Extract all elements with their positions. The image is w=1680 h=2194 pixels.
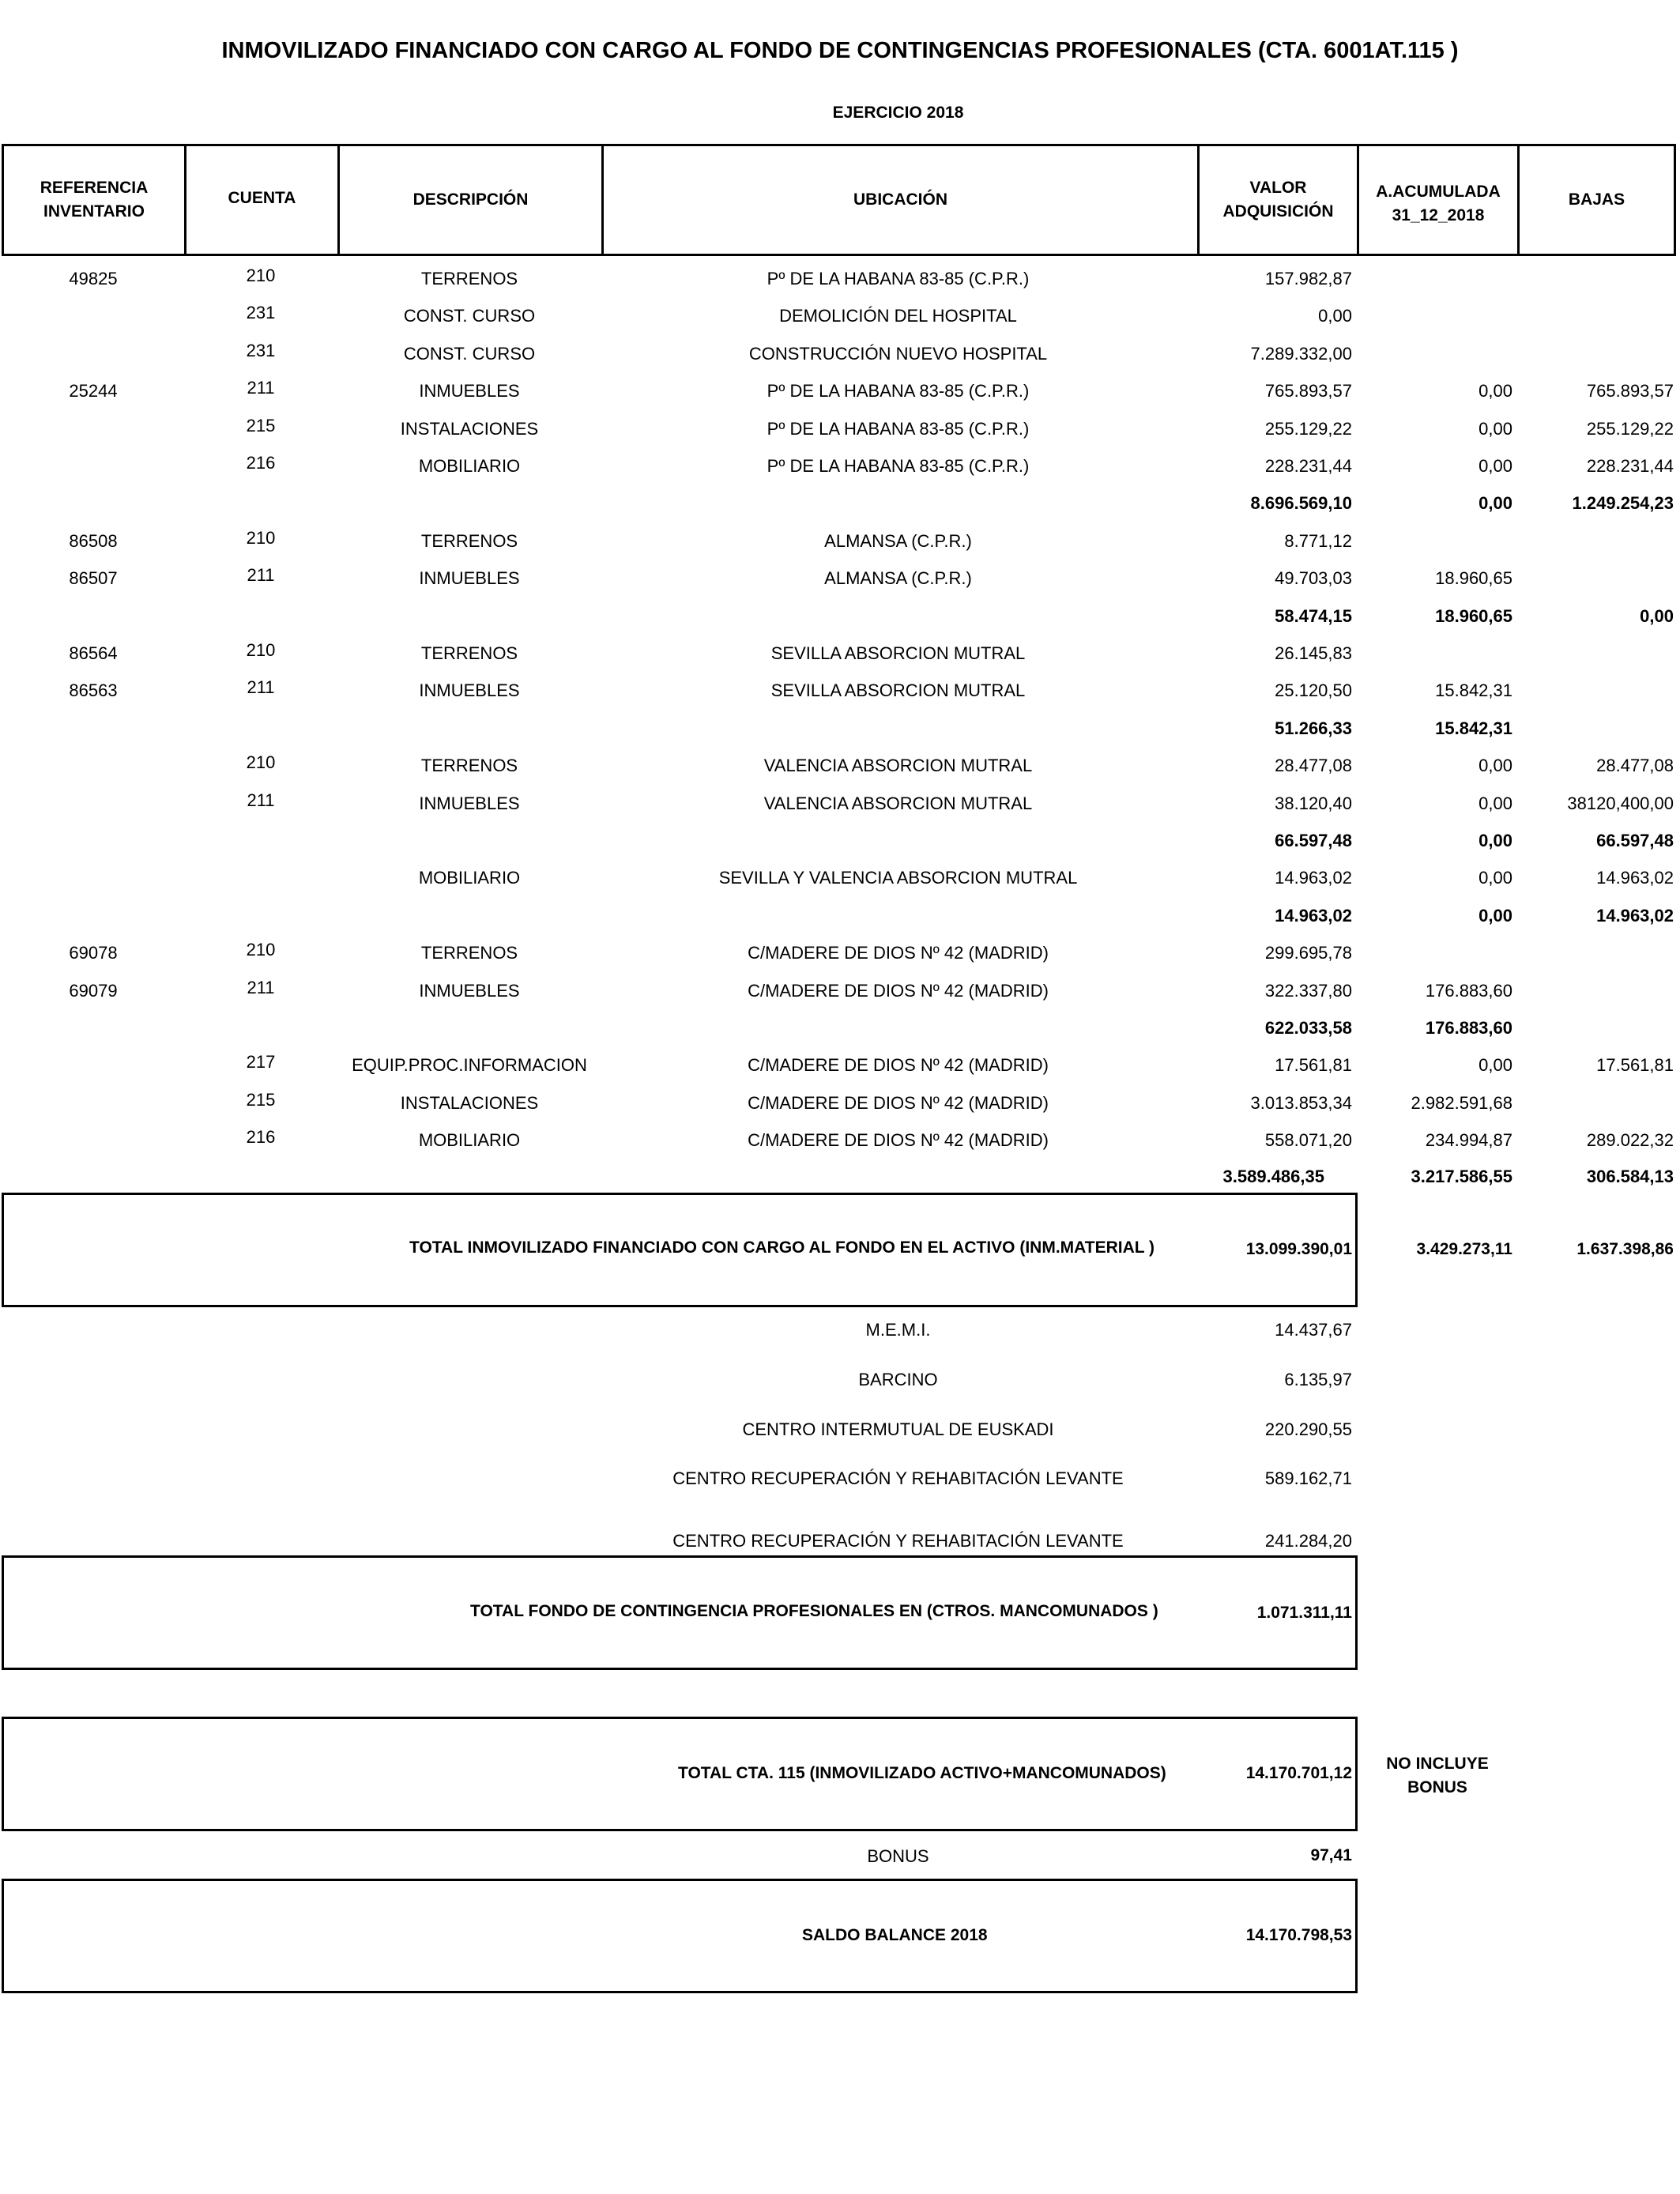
cell-ubicacion: ALMANSA (C.P.R.) [824,530,972,551]
cell-bajas: 14.963,02 [1596,868,1674,888]
cell-amortizacion-acumulada: 0,00 [1478,418,1512,439]
cell-valor-adquisicion: 322.337,80 [1264,980,1352,1001]
cell-ubicacion: Pº DE LA HABANA 83-85 (C.P.R.) [767,269,1030,288]
cell-amortizacion-acumulada: 0,00 [1478,493,1512,514]
cell-descripcion: MOBILIARIO [418,456,521,476]
cell-ubicacion: Pº DE LA HABANA 83-85 (C.P.R.) [767,381,1030,401]
saldo-balance-box [2,1879,1358,1993]
cell-bajas: 255.129,22 [1586,418,1674,439]
cell-descripcion: TERRENOS [420,530,518,551]
cell-amortizacion-acumulada: 15.842,31 [1435,680,1512,701]
cell-ubicacion: C/MADERE DE DIOS Nº 42 (MADRID) [748,943,1049,963]
table-row [0,786,1680,823]
mancomunado-label: BARCINO [858,1370,938,1389]
cell-ubicacion: DEMOLICIÓN DEL HOSPITAL [779,306,1017,326]
cell-ubicacion: ALMANSA (C.P.R.) [824,568,972,589]
cell-valor-adquisicion: 765.893,57 [1264,381,1352,401]
cell-cuenta: 211 [247,378,275,398]
cell-cuenta: 211 [247,677,275,698]
cell-bajas: 765.893,57 [1586,381,1674,401]
subtotal-row [0,711,1680,748]
mancomunado-label: CENTRO RECUPERACIÓN Y REHABITACIÓN LEVANTE [672,1531,1124,1551]
table-row [0,298,1680,335]
cell-referencia: 49825 [69,269,118,288]
bonus-valor: 97,41 [1310,1846,1352,1864]
cell-descripcion: TERRENOS [420,756,518,776]
cell-bajas: 66.597,48 [1596,831,1674,850]
cell-amortizacion-acumulada: 18.960,65 [1435,568,1512,589]
cell-ubicacion: CONSTRUCCIÓN NUEVO HOSPITAL [748,343,1048,364]
cell-descripcion: INMUEBLES [419,680,520,701]
cell-valor-adquisicion: 58.474,15 [1275,605,1352,626]
header-descripcion: DESCRIPCIÓN [340,146,604,254]
total-mancomunados-label: TOTAL FONDO DE CONTINGENCIA PROFESIONALES EN (CTROS. MANCOMUNADOS ) [470,1602,1158,1620]
cell-descripcion: TERRENOS [420,943,518,963]
cell-bajas: 38120,400,00 [1567,793,1674,813]
cell-bajas: 1.249.254,23 [1572,493,1674,514]
total-activo-valor: 13.099.390,01 [1245,1240,1352,1258]
cell-cuenta: 231 [246,303,276,323]
mancomunado-valor: 241.284,20 [1264,1531,1352,1551]
cell-descripcion: EQUIP.PROC.INFORMACION [352,1055,587,1076]
cell-amortizacion-acumulada: 0,00 [1478,1055,1512,1076]
cell-ubicacion: Pº DE LA HABANA 83-85 (C.P.R.) [767,418,1030,439]
cell-valor-adquisicion: 255.129,22 [1264,418,1352,439]
total-activo-bajas: 1.637.398,86 [1576,1240,1674,1258]
fiscal-year: EJERCICIO 2018 [832,104,964,122]
cell-referencia: 69078 [69,943,118,963]
saldo-balance-valor: 14.170.798,53 [1245,1926,1352,1944]
table-row [0,1085,1680,1122]
table-row [0,673,1680,710]
cell-ubicacion: SEVILLA ABSORCION MUTRAL [770,643,1026,663]
cell-descripcion: MOBILIARIO [418,868,521,888]
subtotal-row [0,1159,1680,1196]
cell-descripcion: INMUEBLES [419,980,520,1001]
table-row [0,523,1680,560]
cell-cuenta: 211 [247,565,275,586]
cell-referencia: 86563 [69,680,118,701]
cell-ubicacion: C/MADERE DE DIOS Nº 42 (MADRID) [748,1055,1049,1076]
saldo-balance-label: SALDO BALANCE 2018 [802,1926,988,1944]
cell-cuenta: 216 [246,453,276,473]
mancomunado-valor: 589.162,71 [1264,1468,1352,1488]
cell-cuenta: 231 [246,340,276,360]
cell-valor-adquisicion: 0,00 [1318,306,1352,326]
mancomunado-valor: 6.135,97 [1284,1370,1352,1389]
cell-valor-adquisicion: 558.071,20 [1264,1130,1352,1151]
header-referencia: REFERENCIA INVENTARIO [4,146,186,254]
table-row [0,411,1680,448]
cell-amortizacion-acumulada: 176.883,60 [1425,980,1512,1001]
cell-amortizacion-acumulada: 0,00 [1478,381,1512,401]
cell-descripcion: INSTALACIONES [400,418,539,439]
cell-cuenta: 215 [246,1089,276,1110]
cell-bajas: 14.963,02 [1596,905,1674,925]
total-cta-label: TOTAL CTA. 115 (INMOVILIZADO ACTIVO+MANCOMUNADOS) [678,1764,1166,1782]
cell-bajas: 28.477,08 [1596,756,1674,776]
total-cta-valor: 14.170.701,12 [1245,1764,1352,1782]
cell-ubicacion: SEVILLA Y VALENCIA ABSORCION MUTRAL [718,868,1078,888]
total-mancomunados-valor: 1.071.311,11 [1256,1604,1352,1622]
table-row [0,560,1680,598]
cell-descripcion: CONST. CURSO [403,343,536,364]
table-row [0,448,1680,485]
cell-cuenta: 210 [246,527,276,548]
cell-cuenta: 210 [246,640,276,660]
subtotal-row [0,1010,1680,1047]
header-ubicacion: UBICACIÓN [604,146,1200,254]
cell-descripcion: INMUEBLES [419,793,520,813]
total-activo-label: TOTAL INMOVILIZADO FINANCIADO CON CARGO AL FONDO EN EL ACTIVO (INM.MATERIAL ) [409,1238,1155,1257]
cell-ubicacion: C/MADERE DE DIOS Nº 42 (MADRID) [748,1130,1049,1151]
cell-ubicacion: VALENCIA ABSORCION MUTRAL [763,793,1033,813]
cell-bajas: 306.584,13 [1586,1166,1674,1186]
table-row [0,336,1680,373]
subtotal-row [0,823,1680,860]
header-bajas: BAJAS [1568,190,1625,209]
table-row [0,973,1680,1010]
cell-amortizacion-acumulada: 176.883,60 [1425,1018,1512,1038]
table-row [0,373,1680,410]
cell-ubicacion: Pº DE LA HABANA 83-85 (C.P.R.) [767,456,1030,476]
header-valor-adquisicion: VALOR ADQUISICIÓN [1200,146,1359,254]
cell-valor-adquisicion: 3.589.486,35 [1222,1166,1324,1186]
document-title: INMOVILIZADO FINANCIADO CON CARGO AL FONDO DE CONTINGENCIAS PROFESIONALES (CTA. 6001AT.115 ) [221,38,1459,63]
cell-amortizacion-acumulada: 0,00 [1478,793,1512,813]
table-row [0,1047,1680,1084]
table-row [0,860,1680,897]
cell-valor-adquisicion: 7.289.332,00 [1250,343,1352,364]
cell-valor-adquisicion: 25.120,50 [1275,680,1352,701]
cell-descripcion: MOBILIARIO [418,1130,521,1151]
cell-cuenta: 210 [246,752,276,773]
cell-ubicacion: VALENCIA ABSORCION MUTRAL [763,756,1033,776]
cell-valor-adquisicion: 17.561,81 [1275,1055,1352,1076]
cell-valor-adquisicion: 228.231,44 [1264,456,1352,476]
cell-valor-adquisicion: 38.120,40 [1275,793,1352,813]
cell-descripcion: INMUEBLES [419,568,520,589]
cell-bajas: 0,00 [1640,605,1674,626]
mancomunado-label: CENTRO RECUPERACIÓN Y REHABITACIÓN LEVANTE [672,1468,1124,1488]
cell-valor-adquisicion: 49.703,03 [1275,568,1352,589]
header-cuenta: CUENTA [186,146,340,254]
cell-cuenta: 210 [246,940,276,960]
bonus-label: BONUS [867,1846,929,1866]
table-row [0,635,1680,673]
header-amortizacion-acumulada: A.ACUMULADA 31_12_2018 [1359,146,1520,254]
cell-cuenta: 217 [246,1052,276,1072]
cell-ubicacion: C/MADERE DE DIOS Nº 42 (MADRID) [748,980,1049,1001]
cell-valor-adquisicion: 8.696.569,10 [1250,493,1352,514]
cell-amortizacion-acumulada: 0,00 [1478,456,1512,476]
cell-descripcion: INMUEBLES [419,381,520,401]
cell-valor-adquisicion: 157.982,87 [1264,269,1352,288]
cell-amortizacion-acumulada: 234.994,87 [1425,1130,1512,1151]
cell-amortizacion-acumulada: 0,00 [1478,756,1512,776]
cell-valor-adquisicion: 622.033,58 [1264,1018,1352,1038]
table-row [0,935,1680,972]
subtotal-row [0,898,1680,935]
cell-amortizacion-acumulada: 2.982.591,68 [1411,1092,1512,1113]
cell-valor-adquisicion: 3.013.853,34 [1250,1092,1352,1113]
cell-valor-adquisicion: 51.266,33 [1275,718,1352,738]
cell-referencia: 69079 [69,980,118,1001]
mancomunado-label: CENTRO INTERMUTUAL DE EUSKADI [742,1419,1054,1439]
cell-amortizacion-acumulada: 15.842,31 [1435,718,1512,738]
cell-valor-adquisicion: 299.695,78 [1264,943,1352,963]
cell-referencia: 86564 [69,643,118,663]
cell-valor-adquisicion: 28.477,08 [1275,756,1352,776]
cell-descripcion: INSTALACIONES [400,1092,539,1113]
cell-referencia: 25244 [69,381,118,401]
cell-valor-adquisicion: 66.597,48 [1275,831,1352,850]
table-row [0,261,1680,298]
table-row [0,748,1680,785]
mancomunado-valor: 220.290,55 [1264,1419,1352,1439]
cell-amortizacion-acumulada: 0,00 [1478,868,1512,888]
mancomunado-label: M.E.M.I. [865,1320,931,1340]
mancomunado-valor: 14.437,67 [1275,1320,1352,1340]
cell-valor-adquisicion: 14.963,02 [1275,868,1352,888]
cell-amortizacion-acumulada: 0,00 [1478,905,1512,925]
cell-referencia: 86507 [69,568,118,589]
table-header [2,144,1676,256]
cell-valor-adquisicion: 14.963,02 [1275,905,1352,925]
subtotal-row [0,485,1680,522]
cell-ubicacion: SEVILLA ABSORCION MUTRAL [770,680,1026,701]
cell-descripcion: TERRENOS [420,269,518,288]
cell-cuenta: 211 [247,977,275,997]
cell-ubicacion: C/MADERE DE DIOS Nº 42 (MADRID) [748,1092,1049,1113]
cell-amortizacion-acumulada: 18.960,65 [1435,605,1512,626]
cell-cuenta: 210 [246,266,276,285]
cell-bajas: 17.561,81 [1596,1055,1674,1076]
cell-descripcion: TERRENOS [420,643,518,663]
cell-bajas: 228.231,44 [1586,456,1674,476]
cell-cuenta: 215 [246,415,276,435]
total-activo-acumulada: 3.429.273,11 [1416,1240,1512,1258]
table-row [0,1122,1680,1159]
cell-amortizacion-acumulada: 0,00 [1478,831,1512,850]
cell-referencia: 86508 [69,530,118,551]
cell-bajas: 289.022,32 [1586,1130,1674,1151]
cell-valor-adquisicion: 8.771,12 [1284,530,1352,551]
cell-descripcion: CONST. CURSO [403,306,536,326]
no-incluye-bonus-note: NO INCLUYE BONUS [1386,1755,1489,1796]
cell-cuenta: 216 [246,1127,276,1148]
cell-valor-adquisicion: 26.145,83 [1275,643,1352,663]
cell-amortizacion-acumulada: 3.217.586,55 [1411,1166,1512,1186]
subtotal-row [0,598,1680,635]
cell-cuenta: 211 [247,790,275,810]
